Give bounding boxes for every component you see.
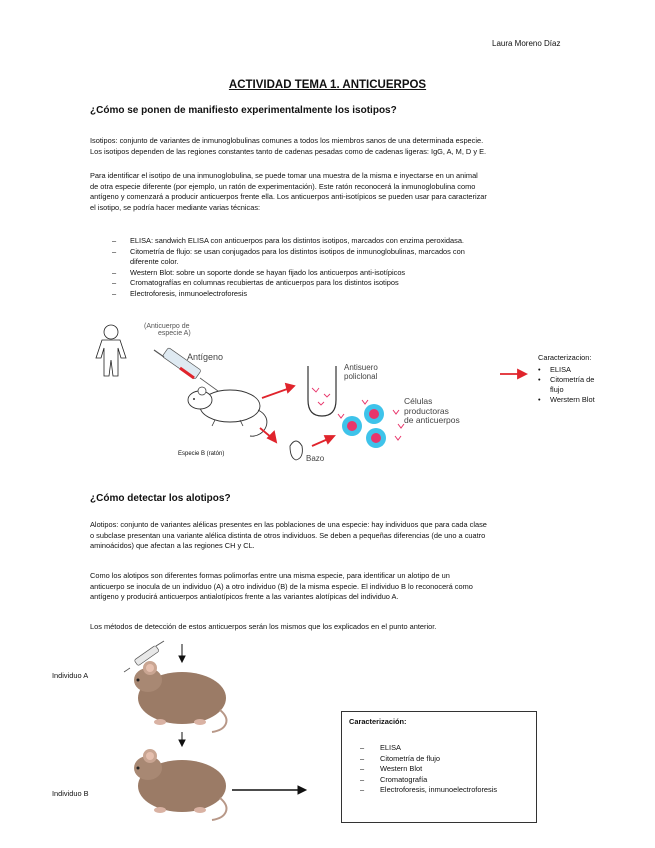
text-line: productoras [404,405,449,416]
person-icon [96,325,126,376]
techniques-list [112,236,542,300]
text-line: Los isotipos dependen de las regiones constantes tanto de cadenas pesadas como de cadenas ligeras: IgG, A, M, D y E. [90,146,487,156]
spleen-icon [290,441,302,460]
allotype-figure [120,640,340,840]
author-name: Laura Moreno Díaz [492,39,561,48]
label-antisuero [344,363,378,381]
characterization-box [341,711,537,823]
text-line: antígeno y producirá anticuerpos antialotípicos frente a las variantes alotípicas del individuo A. [90,592,399,602]
list-item: – ELISA [360,743,497,754]
text-line: aminoácidos) que afectan a las regiones CH y CL. [90,541,255,551]
text-line: antígeno y comenzará a producir anticuerpos frente ella. Los anticuerpos anti-isotípicos se pueden usar para caracterizar [90,192,487,202]
list-item-continuation: diferente color. [130,257,179,267]
section1-para2 [90,171,570,213]
page-title: ACTIVIDAD TEMA 1. ANTICUERPOS [228,79,427,91]
list-item: – Cromatografías en columnas recubiertas de anticuerpos para los distintos isotipos [112,278,542,289]
label-celulas [404,397,460,426]
text-line: de anticuerpos [404,415,460,425]
list-item: • ELISA [538,365,595,375]
text-line: anticuerpo se inocula de un individuo (A) a otro individuo (B) de la misma especie. El individuo B lo reconocerá como [90,581,473,591]
char-title: Caracterización: [349,717,407,726]
list-item-continuation: flujo [550,385,564,394]
text-line: Isotipos: conjunto de variantes de inmunoglobulinas comunes a todos los miembros sanos de una determinada especie. [90,136,484,145]
mouse-illustration [134,749,226,820]
list-item: – Electroforesis, inmunoelectroforesis [112,289,542,300]
label-individuo-a: Individuo A [52,671,89,680]
label-bazo: Bazo [306,454,325,463]
section1-para1 [90,136,570,157]
text-line: Antisuero [344,363,378,372]
characterization-list-1 [538,353,595,405]
list-item: – Western Blot [360,764,497,775]
text-line: Como los alotipos son diferentes formas polimorfas entre una misma especie, para identificar un alotipo de un [90,571,450,580]
list-item: • Citometría de [538,375,595,385]
text-line: policlonal [344,372,378,381]
list-item: – Citometría de flujo: se usan conjugados para los distintos isotipos de inmunoglobulinas, marcados con [112,247,542,258]
list-item: – Citometría de flujo [360,754,497,765]
char-title: Caracterizacion: [538,353,592,362]
text-line: (Anticuerpo de [144,323,190,330]
section2-para3: Los métodos de detección de estos anticuerpos serán los mismos que los explicados en el punto anterior. [90,622,437,631]
test-tube-icon [308,366,336,416]
text-line: especie A) [158,330,191,337]
label-especie-b: Especie B (ratón) [178,451,225,457]
text-line: Alotipos: conjunto de variantes alélicas presentes en las poblaciones de una especie: hay individuos que para cada clase [90,520,487,529]
list-item: – Electroforesis, inmunoelectroforesis [360,785,497,796]
section1-question: ¿Cómo se ponen de manifiesto experimentalmente los isotipos? [90,105,397,116]
section2-para1 [90,520,570,552]
text-line: o subclase presentan una variante alélica distinta de otros individuos. Se deben a pequeñas diferencias (de uno a cuatro [90,530,486,540]
label-antigeno: Antígeno [187,352,224,362]
mouse-illustration [134,661,226,732]
list-item: • Werstern Blot [538,395,595,405]
antibody-cells [338,400,404,448]
text-line: de otra especie diferente (por ejemplo, un ratón de experimentación). Este ratón reconocerá la inmunoglobulina como [90,181,476,191]
list-item: – Cromatografía [360,775,497,786]
section2-question: ¿Cómo detectar los alotipos? [90,493,231,504]
text-line: Células [404,396,433,406]
text-line: Para identificar el isotipo de una inmunoglobulina, se puede tomar una muestra de la misma e inyectarse en un animal [90,171,478,180]
list-item: – Western Blot: sobre un soporte donde se hayan fijado los anticuerpos anti-isotípicos [112,268,542,279]
section2-para2 [90,571,570,603]
arrow-icon [260,370,526,446]
text-line: el isotipo, se podría hacer mediante varias técnicas: [90,202,261,212]
label-individuo-b: Individuo B [52,789,89,798]
list-item: – ELISA: sandwich ELISA con anticuerpos para los distintos isotipos, marcados con enzima peroxidasa. [112,236,542,247]
mouse-illustration [188,387,267,436]
label-anticuerpo [144,323,191,337]
